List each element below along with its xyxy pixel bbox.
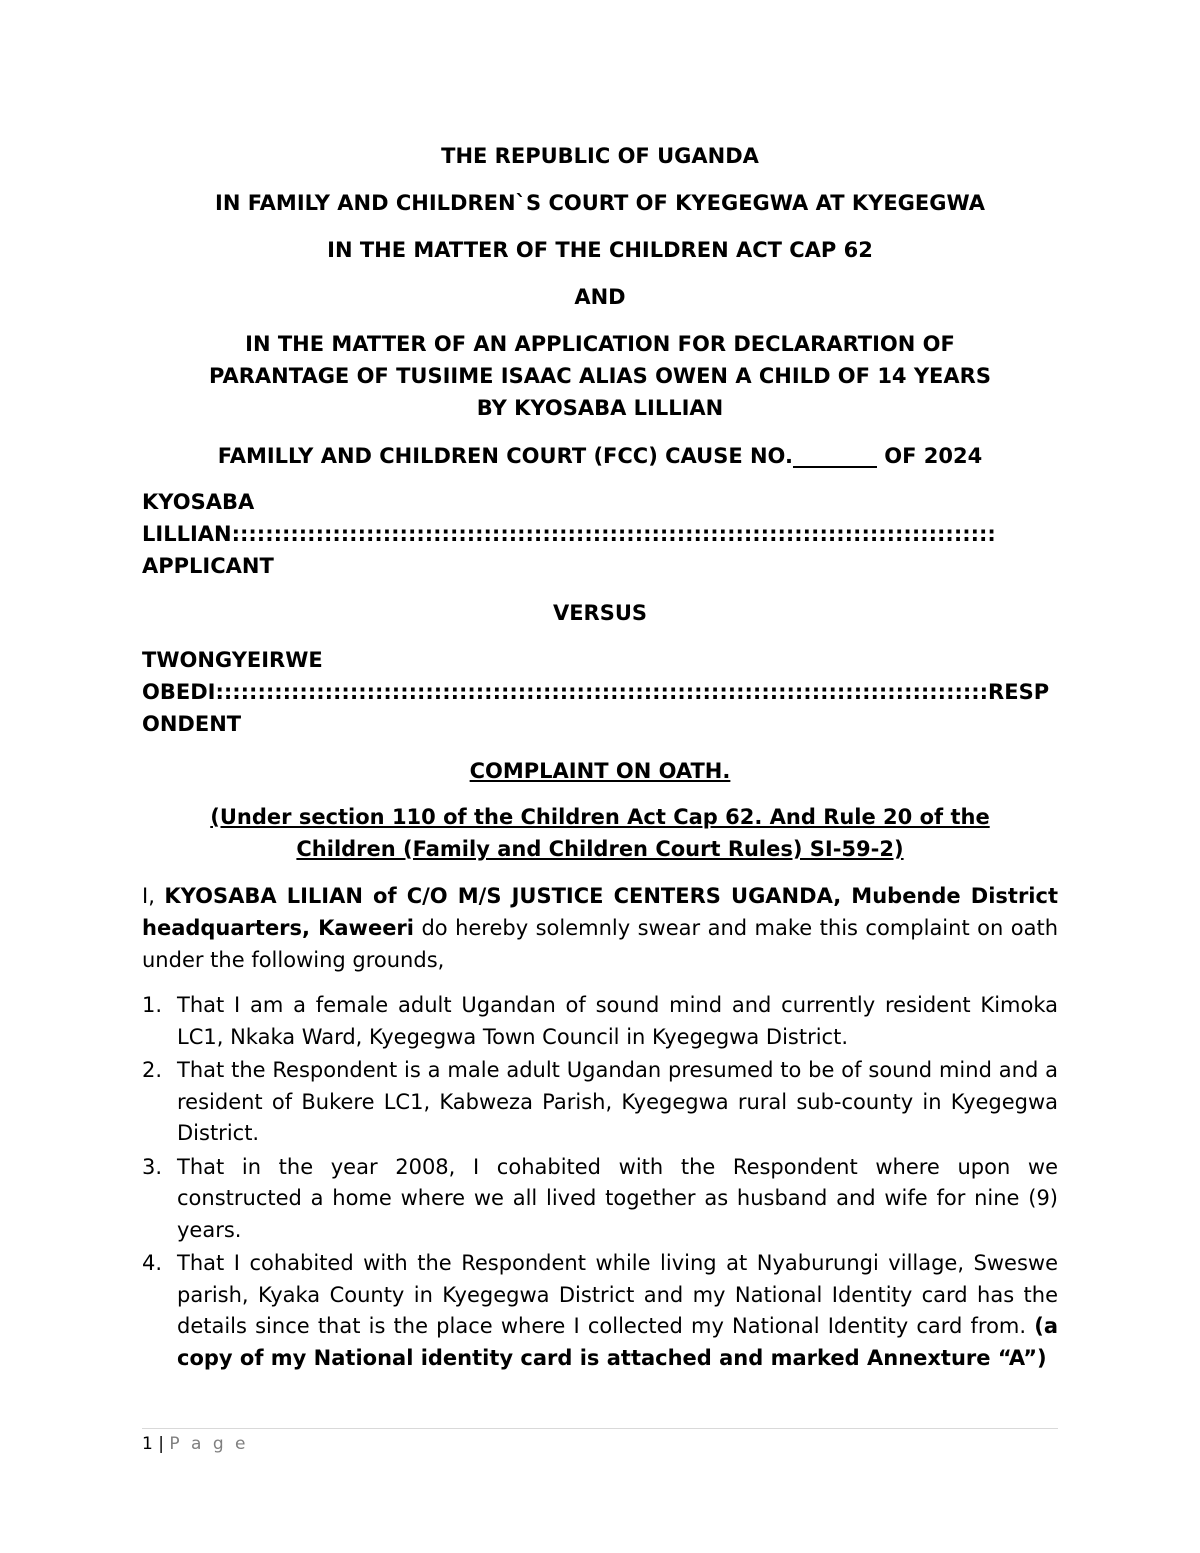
respondent-label: ONDENT bbox=[142, 712, 242, 736]
list-item-number: 2. bbox=[142, 1058, 163, 1082]
list-item-text: That I am a female adult Ugandan of sound mind and currently resident Kimoka LC1, Nkaka Ward, Kyegegwa Town Council in Kyegegwa District. bbox=[177, 993, 1058, 1049]
cause-number-line bbox=[142, 440, 1058, 472]
list-item-number: 1. bbox=[142, 993, 163, 1017]
list-item-number: 3. bbox=[142, 1154, 163, 1179]
heading-application-line-2: PARANTAGE OF TUSIIME ISAAC ALIAS OWEN A CHILD OF 14 YEARS bbox=[209, 364, 991, 388]
intro-prefix: I, bbox=[142, 884, 165, 908]
list-item-text: That I cohabited with the Respondent while living at Nyaburungi village, Sweswe parish, Kyaka County in Kyegegwa District and my National Identity card has the details since that is the place where I collected my National Identity card from. bbox=[177, 1251, 1058, 1338]
heading-matter-application bbox=[142, 328, 1058, 424]
list-item bbox=[142, 990, 1058, 1053]
list-item-number: 4. bbox=[142, 1251, 163, 1275]
heading-application-line-1: IN THE MATTER OF AN APPLICATION FOR DECLARARTION OF bbox=[245, 332, 955, 356]
heading-republic: THE REPUBLIC OF UGANDA bbox=[441, 144, 759, 168]
page-number: 1 bbox=[142, 1434, 153, 1454]
page-label: P a g e bbox=[169, 1434, 249, 1454]
grounds-list bbox=[142, 990, 1058, 1376]
list-item bbox=[142, 1248, 1058, 1374]
intro-bold-party: KYOSABA LILIAN of C/O M/S JUSTICE CENTERS UGANDA, Mubende District headquarters, Kaweeri bbox=[142, 884, 1058, 940]
versus: VERSUS bbox=[552, 601, 648, 625]
intro-rest: do hereby solemnly swear and make this complaint on oath under the following grounds, bbox=[142, 916, 1058, 972]
footer-divider bbox=[142, 1428, 1058, 1429]
heading-matter-act: IN THE MATTER OF THE CHILDREN ACT CAP 62 bbox=[327, 238, 873, 262]
document-subtitle bbox=[142, 801, 1058, 865]
applicant-name-line-1: KYOSABA bbox=[142, 490, 255, 514]
heading-application-line-3: BY KYOSABA LILLIAN bbox=[476, 396, 724, 420]
page-footer bbox=[142, 1432, 249, 1456]
applicant-label: APPLICANT bbox=[142, 554, 274, 578]
list-item-text: That in the year 2008, I cohabited with the Respondent where upon we constructed a home where we all lived together as husband and wife for nine (9) years. bbox=[177, 1154, 1058, 1242]
annexure-note: (a copy of my National identity card is attached and marked Annexture “A”) bbox=[177, 1314, 1058, 1370]
heading-court: IN FAMILY AND CHILDREN`S COURT OF KYEGEGWA AT KYEGEGWA bbox=[215, 191, 985, 215]
subtitle-line-1: (Under section 110 of the Children Act Cap 62. And Rule 20 of the bbox=[210, 805, 990, 829]
cause-blank: ________ bbox=[792, 444, 877, 468]
cause-suffix: OF 2024 bbox=[876, 444, 983, 468]
cause-prefix: FAMILLY AND CHILDREN COURT (FCC) CAUSE NO. bbox=[217, 444, 793, 468]
intro-paragraph bbox=[142, 880, 1058, 976]
list-item bbox=[142, 1055, 1058, 1150]
list-item-text: That the Respondent is a male adult Ugandan presumed to be of sound mind and a resident of Bukere LC1, Kabweza Parish, Kyegegwa rural sub-county in Kyegegwa District. bbox=[177, 1058, 1058, 1145]
heading-and: AND bbox=[574, 285, 626, 309]
respondent-block bbox=[142, 644, 1058, 740]
applicant-name-line-2: LILLIAN::::::::::::::::::::::::::::::::::::::::::::::::::::::::::::::::::::::::::::::::::::::::::: bbox=[142, 522, 996, 546]
respondent-name-line-2: OBEDI::::::::::::::::::::::::::::::::::::::::::::::::::::::::::::::::::::::::::::::::::::::::::::RESP bbox=[142, 680, 1050, 704]
applicant-block bbox=[142, 486, 1058, 582]
page-separator: | bbox=[152, 1434, 170, 1454]
list-item bbox=[142, 1152, 1058, 1247]
respondent-name-line-1: TWONGYEIRWE bbox=[142, 648, 323, 672]
subtitle-line-2: Children (Family and Children Court Rules) SI-59-2) bbox=[296, 837, 904, 861]
document-title: COMPLAINT ON OATH. bbox=[469, 759, 731, 783]
